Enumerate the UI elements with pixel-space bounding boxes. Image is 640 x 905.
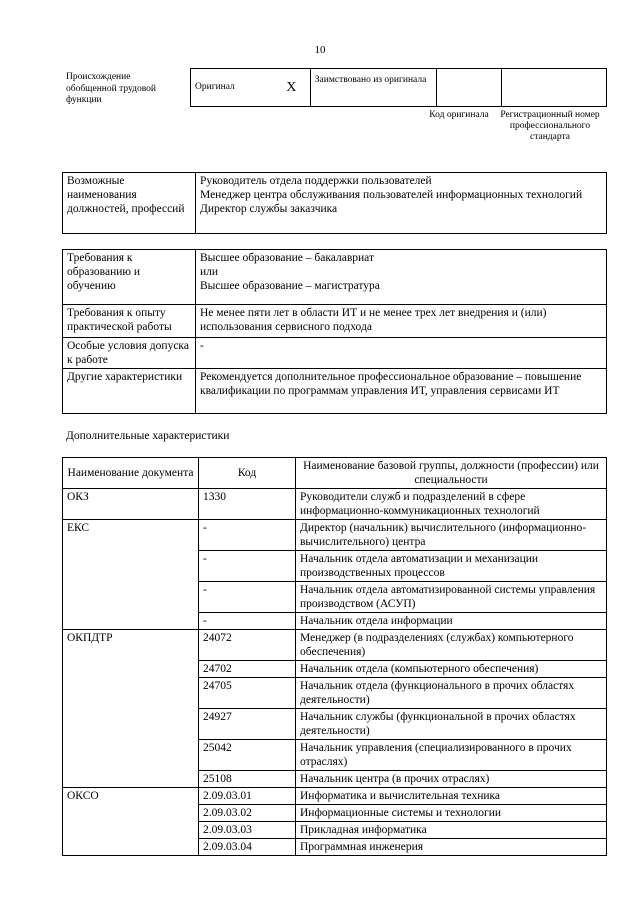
code-cell: [437, 69, 502, 107]
education-values: [196, 250, 607, 305]
name-cell: Начальник службы (функциональной в прочих областях деятельности): [296, 709, 607, 740]
position-item: Директор службы заказчика: [200, 203, 338, 215]
name-cell: Информационные системы и технологии: [296, 805, 607, 822]
name-cell: Директор (начальник) вычислительного (информационно-вычислительного) центра: [296, 520, 607, 551]
position-item: Руководитель отдела поддержки пользователей: [200, 175, 432, 187]
code-cell: 2.09.03.04: [199, 839, 296, 856]
code-cell: 24702: [199, 661, 296, 678]
code-cell: 1330: [199, 489, 296, 520]
code-cell: -: [199, 551, 296, 582]
extra-title: Дополнительные характеристики: [66, 430, 230, 442]
extra-table: [62, 457, 607, 856]
education-item: или: [200, 266, 219, 278]
other-value: Рекомендуется дополнительное профессиональное образование – повышение квалификации по программам управления ИТ, управления сервисами ИТ: [196, 369, 607, 414]
name-cell: Начальник управления (специализированного в прочих отраслях): [296, 740, 607, 771]
name-cell: Начальник отдела информации: [296, 613, 607, 630]
origin-label: Происхождение обобщенной трудовой функции: [66, 72, 156, 105]
reg-caption: Регистрационный номер профессионального стандарта: [500, 110, 600, 142]
code-cell: -: [199, 520, 296, 551]
original-mark-cell: [282, 69, 310, 107]
code-cell: 25108: [199, 771, 296, 788]
original-cell: [191, 69, 283, 107]
borrowed-label: Заимствовано из оригинала: [314, 75, 427, 85]
name-cell: Менеджер (в подразделениях (службах) компьютерного обеспечения): [296, 630, 607, 661]
education-label: Требования к образованию и обучению: [63, 250, 196, 305]
position-item: Менеджер центра обслуживания пользователей информационных технологий: [200, 189, 583, 201]
name-cell: Прикладная информатика: [296, 822, 607, 839]
name-cell: Руководители служб и подразделений в сфере информационно-коммуникационных технологий: [296, 489, 607, 520]
code-cell: 2.09.03.02: [199, 805, 296, 822]
positions-table: [62, 172, 607, 234]
code-cell: -: [199, 582, 296, 613]
requirements-table: [62, 249, 607, 414]
original-mark: X: [286, 80, 297, 95]
education-item: Высшее образование – магистратура: [200, 280, 380, 292]
code-cell: 24072: [199, 630, 296, 661]
code-cell: 2.09.03.01: [199, 788, 296, 805]
positions-label: Возможные наименования должностей, профессий: [63, 173, 196, 234]
name-cell: Программная инженерия: [296, 839, 607, 856]
name-cell: Начальник отдела (функционального в прочих областях деятельности): [296, 678, 607, 709]
original-label: Оригинал: [195, 82, 235, 92]
code-cell: -: [199, 613, 296, 630]
doc-okso: ОКСО: [63, 788, 199, 856]
admission-value: -: [196, 338, 607, 369]
other-label: Другие характеристики: [63, 369, 196, 414]
header-name: Наименование базовой группы, должности (профессии) или специальности: [296, 458, 607, 489]
origin-table: [190, 68, 607, 107]
code-caption: Код оригинала: [429, 110, 489, 120]
page-number: 10: [314, 44, 326, 56]
reg-cell: [501, 69, 606, 107]
name-cell: Начальник отдела (компьютерного обеспечения): [296, 661, 607, 678]
name-cell: Начальник отдела автоматизации и механизации производственных процессов: [296, 551, 607, 582]
name-cell: Начальник центра (в прочих отраслях): [296, 771, 607, 788]
header-doc: Наименование документа: [63, 458, 199, 489]
borrowed-cell: [310, 69, 436, 107]
code-cell: 24927: [199, 709, 296, 740]
name-cell: Начальник отдела автоматизированной системы управления производством (АСУП): [296, 582, 607, 613]
code-cell: 25042: [199, 740, 296, 771]
experience-label: Требования к опыту практической работы: [63, 305, 196, 338]
experience-value: Не менее пяти лет в области ИТ и не менее трех лет внедрения и (или) использования сервисного подхода: [196, 305, 607, 338]
code-cell: 2.09.03.03: [199, 822, 296, 839]
header-code: Код: [199, 458, 296, 489]
doc-eks: ЕКС: [63, 520, 199, 630]
admission-label: Особые условия допуска к работе: [63, 338, 196, 369]
code-cell: 24705: [199, 678, 296, 709]
doc-okpdtr: ОКПДТР: [63, 630, 199, 788]
name-cell: Информатика и вычислительная техника: [296, 788, 607, 805]
education-item: Высшее образование – бакалавриат: [200, 252, 374, 264]
positions-values: [196, 173, 607, 234]
doc-okz: ОКЗ: [63, 489, 199, 520]
